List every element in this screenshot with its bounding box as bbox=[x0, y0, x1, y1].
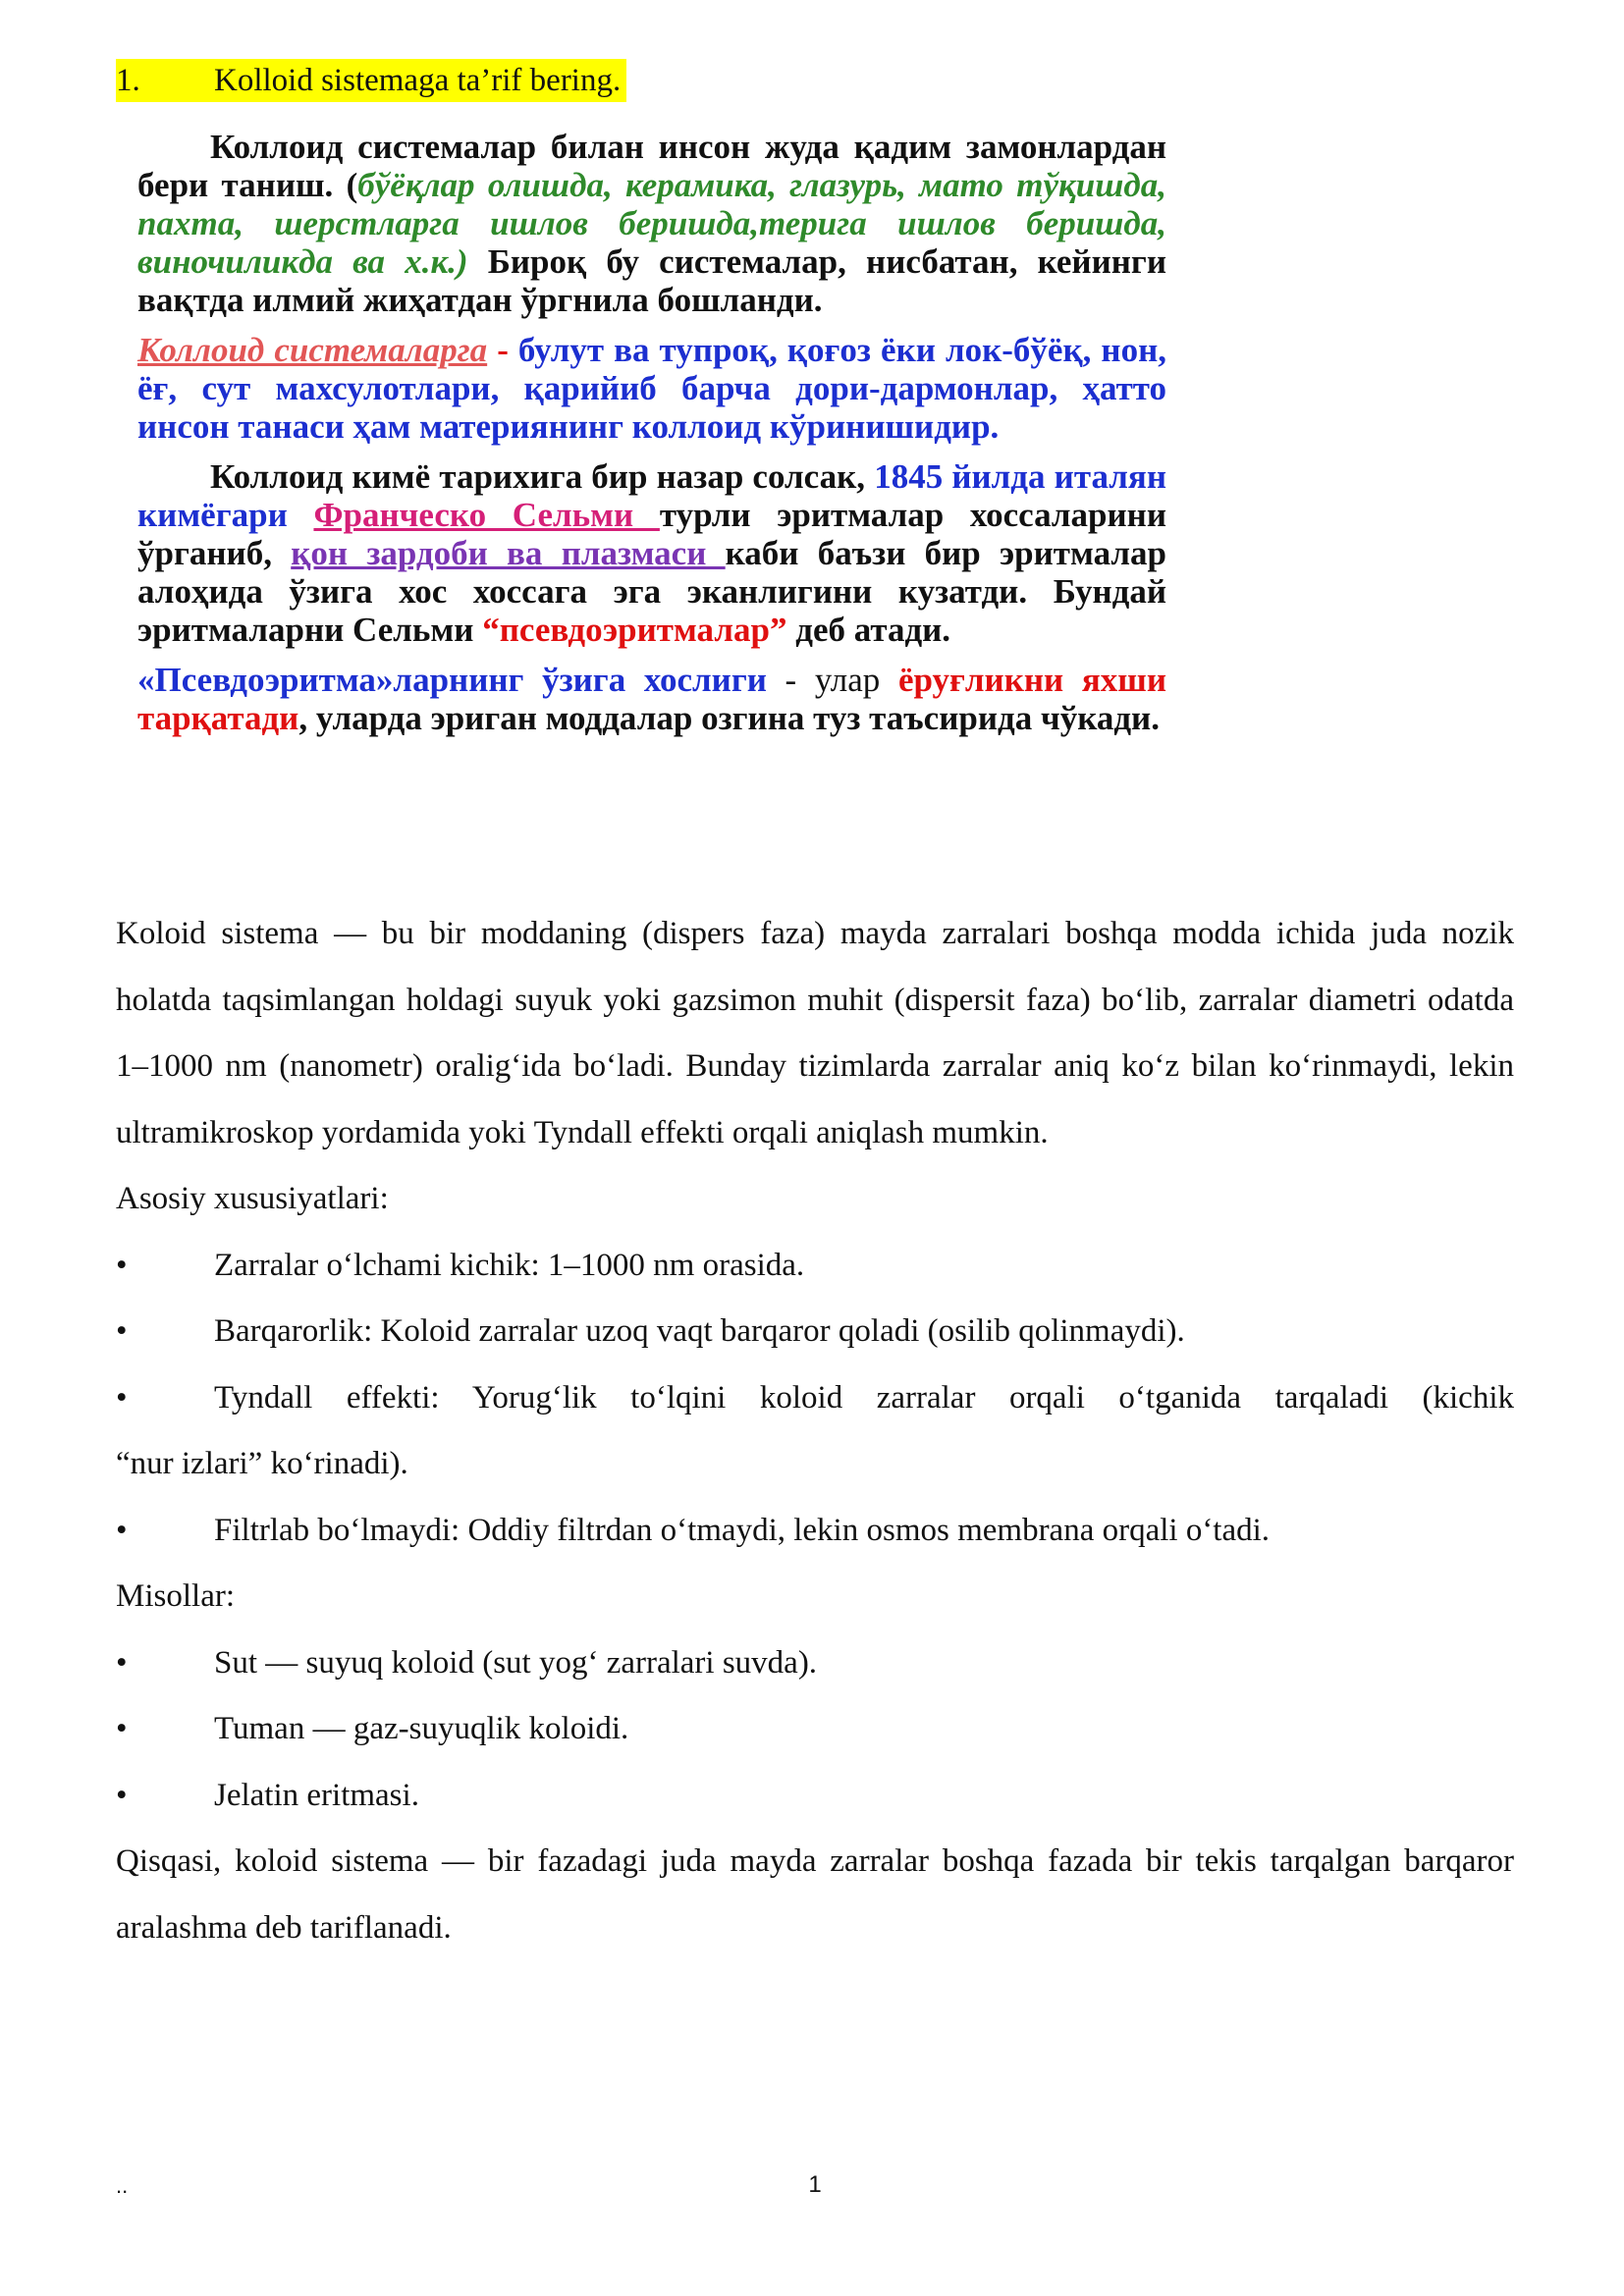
image-text: Коллоид системалар билан инсон жуда қадим замонлардан бери таниш. ( bbox=[137, 128, 1166, 204]
list-item bbox=[116, 1498, 1514, 1565]
list-item-continuation: “nur izlari” ko‘rinadi). bbox=[116, 1446, 408, 1481]
image-text: Бироқ бу системалар, нисбатан, кейинги вақтда илмий жиҳатдан ўргнила бошланди. bbox=[137, 242, 1166, 319]
list-item bbox=[116, 1630, 1514, 1697]
image-text: каби баъзи бир эритмалар алоҳида ўзига хос хоссага эга эканлигини кузатди. Бундай эритмаларни Сельми bbox=[137, 534, 1166, 649]
page-number: 1 bbox=[808, 2171, 822, 2198]
image-text-red: ёруғликни яхши тарқатади bbox=[137, 661, 1166, 737]
bullet-icon: • bbox=[116, 1777, 128, 1813]
main-text bbox=[116, 901, 1514, 1961]
list-item bbox=[116, 1299, 1514, 1365]
list-item bbox=[116, 1365, 1514, 1432]
heading-text: Kolloid sistemaga ta’rif bering. bbox=[214, 63, 622, 98]
image-text-red: Коллоид системаларга bbox=[137, 331, 488, 369]
list-item-text: Tyndall effekti: Yorug‘lik to‘lqini koloid zarralar orqali o‘tganida tarqaladi (kichik bbox=[214, 1379, 1514, 1415]
features-title: Asosiy xususiyatlari: bbox=[116, 1181, 389, 1216]
list-item-text: Zarralar o‘lchami kichik: 1–1000 nm orasida. bbox=[214, 1247, 805, 1283]
intro-paragraph: Koloid sistema — bu bir moddaning (dispers faza) mayda zarralari boshqa modda ichida juda nozik holatda taqsimlangan holdagi suyuk yoki gazsimon muhit (dispersit faza) bo‘lib, zarralar diametri odatda 1–1000 nm (nanometr) oralig‘ida bo‘ladi. Bunday tizimlarda zarralar aniq ko‘z bilan ko‘rinmaydi, lekin ultramikroskop yordamida yoki Tyndall effekti orqali aniqlash mumkin. bbox=[116, 916, 1514, 1150]
list-item-text: Tuman — gaz-suyuqlik koloidi. bbox=[214, 1711, 629, 1746]
image-text: турли эритмалар хоссаларини ўрганиб, bbox=[137, 496, 1166, 572]
image-paragraph-2 bbox=[137, 331, 1166, 446]
bullet-icon: • bbox=[116, 1379, 128, 1415]
bullet-icon: • bbox=[116, 1644, 128, 1681]
image-text-dash: - bbox=[487, 331, 518, 369]
list-item-text: Jelatin eritmasi. bbox=[214, 1777, 419, 1813]
image-text-purple: қон зардоби ва плазмаси bbox=[291, 534, 726, 572]
question-heading bbox=[116, 59, 626, 102]
bullet-icon: • bbox=[116, 1313, 128, 1349]
list-item bbox=[116, 1696, 1514, 1763]
list-item bbox=[116, 1233, 1514, 1300]
image-text-red: “псевдоэритмалар” bbox=[482, 611, 787, 649]
heading-number: 1. bbox=[116, 63, 140, 98]
image-text: - улар bbox=[766, 661, 898, 699]
footer-marker: .. bbox=[116, 2173, 129, 2198]
image-text-blue: булут ва тупроқ, қоғоз ёки лок-бўёқ, нон, ёғ, сут махсулотлари, қарийиб барча дори-дармонлар, ҳатто инсон танаси ҳам материянинг коллоид кўринишидир. bbox=[137, 331, 1166, 446]
image-text-blue: «Псевдоэритма»ларнинг ўзига хослиги bbox=[137, 661, 767, 699]
list-item bbox=[116, 1763, 1514, 1830]
image-text-blue: 1845 йилда италян кимёгари bbox=[137, 457, 1167, 534]
bullet-icon: • bbox=[116, 1711, 128, 1746]
image-text: Коллоид кимё тарихига бир назар солсак, bbox=[210, 457, 875, 496]
bullet-icon: • bbox=[116, 1512, 128, 1548]
bullet-icon: • bbox=[116, 1247, 128, 1283]
image-text: , уларда эриган моддалар озгина туз таъсирида чўкади. bbox=[298, 699, 1160, 737]
list-item-text: Filtrlab bo‘lmaydi: Oddiy filtrdan o‘tmaydi, lekin osmos membrana orqali o‘tadi. bbox=[214, 1512, 1271, 1548]
embedded-cyrillic-image bbox=[137, 128, 1166, 737]
image-paragraph-1 bbox=[137, 128, 1166, 319]
list-item-text: Sut — suyuq koloid (sut yog‘ zarralari suvda). bbox=[214, 1644, 818, 1681]
image-paragraph-3 bbox=[137, 457, 1166, 649]
image-text bbox=[288, 496, 314, 534]
examples-title: Misollar: bbox=[116, 1578, 235, 1614]
summary-paragraph: Qisqasi, koloid sistema — bir fazadagi juda mayda zarralar boshqa fazada bir tekis tarqalgan barqaror aralashma deb tariflanadi. bbox=[116, 1843, 1514, 1946]
image-text-green: бўёқлар олишда, керамика, глазурь, мато тўқишда, пахта, шерстларга ишлов беришда,терига ишлов беришда, виночиликда ва х.к.) bbox=[137, 166, 1166, 281]
image-paragraph-4 bbox=[137, 661, 1166, 737]
list-item-text: Barqarorlik: Koloid zarralar uzoq vaqt barqaror qoladi (osilib qolinmaydi). bbox=[214, 1313, 1185, 1349]
image-text-name: Франческо Сельми bbox=[313, 496, 660, 534]
image-text: деб атади. bbox=[786, 611, 951, 649]
